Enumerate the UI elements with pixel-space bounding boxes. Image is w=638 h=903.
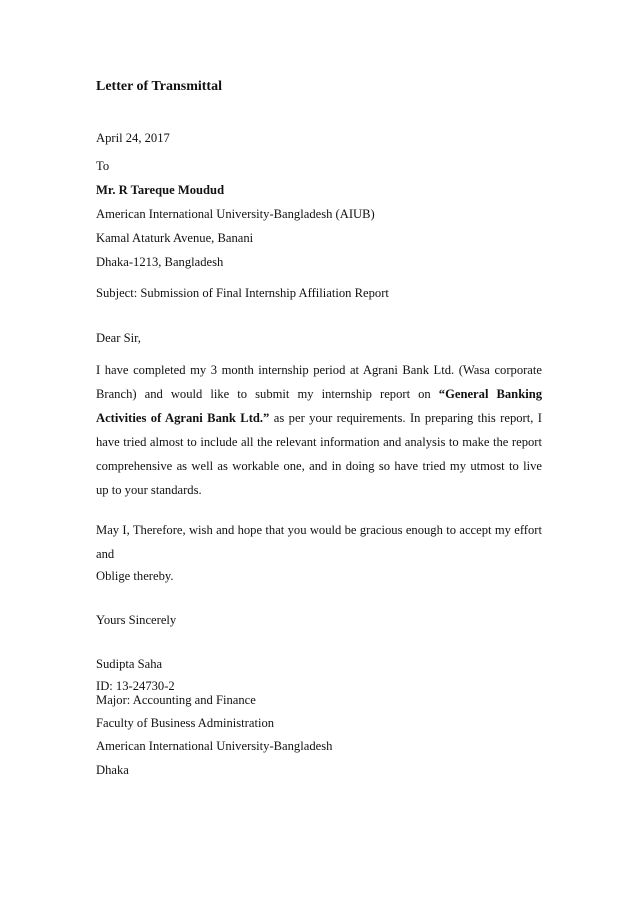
- sender-faculty: Faculty of Business Administration: [96, 716, 275, 730]
- body-paragraph-1-line-6: up to your standards.: [96, 483, 202, 497]
- salutation: Dear Sir,: [96, 331, 141, 345]
- recipient-street: Kamal Ataturk Avenue, Banani: [96, 231, 254, 245]
- body-paragraph-1-line-1: I have completed my 3 month internship period at Agrani Bank Ltd. (Wasa corporate: [96, 363, 542, 377]
- body-paragraph-1-line-5: comprehensive as well as workable one, and in doing so have tried my utmost to live: [96, 459, 542, 473]
- body-paragraph-1-line-2: [96, 386, 542, 402]
- sender-name: Sudipta Saha: [96, 657, 163, 671]
- letter-date: April 24, 2017: [96, 131, 170, 145]
- body-paragraph-2-line-2: and: [96, 547, 115, 561]
- body-paragraph-1-line-4: have tried almost to include all the relevant information and analysis to make the report: [96, 435, 542, 449]
- report-title-part-1: “General Banking: [438, 387, 542, 401]
- closing: Yours Sincerely: [96, 613, 177, 627]
- recipient-org: American International University-Bangladesh (AIUB): [96, 207, 375, 221]
- body-paragraph-1-line-3: [96, 410, 542, 426]
- sender-major: Major: Accounting and Finance: [96, 693, 256, 707]
- body-paragraph-2-line-3: Oblige thereby.: [96, 569, 174, 583]
- body-paragraph-2-line-1: May I, Therefore, wish and hope that you would be gracious enough to accept my effort: [96, 523, 542, 537]
- sender-id: ID: 13-24730-2: [96, 679, 175, 693]
- report-title-part-2: Activities of Agrani Bank Ltd.”: [96, 411, 270, 425]
- recipient-city: Dhaka-1213, Bangladesh: [96, 255, 224, 269]
- body-text: Branch) and would like to submit my internship report on: [96, 387, 439, 401]
- sender-city: Dhaka: [96, 763, 129, 777]
- page-title: Letter of Transmittal: [96, 79, 222, 94]
- body-text: as per your requirements. In preparing this report, I: [269, 411, 543, 425]
- sender-university: American International University-Bangladesh: [96, 739, 333, 753]
- to-label: To: [96, 159, 110, 173]
- subject-line: Subject: Submission of Final Internship Affiliation Report: [96, 286, 389, 300]
- recipient-name: Mr. R Tareque Moudud: [96, 183, 225, 197]
